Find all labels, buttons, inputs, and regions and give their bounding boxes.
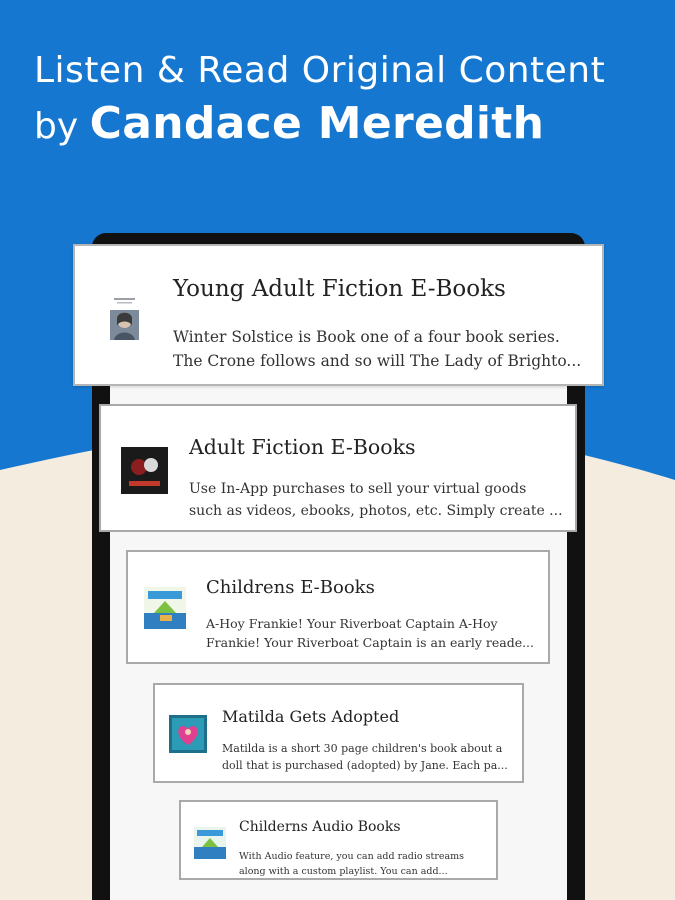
card-description-line-1: Matilda is a short 30 page children's book about a bbox=[222, 742, 503, 755]
list-item-childrens-audio-books[interactable] bbox=[179, 800, 498, 880]
card-description-line-2: along with a custom playlist. You can add... bbox=[239, 866, 448, 877]
card-description bbox=[239, 849, 464, 879]
childrens-book-cover-image bbox=[144, 587, 186, 629]
card-title: Young Adult Fiction E-Books bbox=[173, 276, 506, 302]
list-item-adult-fiction[interactable] bbox=[99, 404, 577, 532]
audio-book-cover-image bbox=[194, 827, 226, 859]
headline-by: by bbox=[34, 106, 79, 147]
headline-line-2 bbox=[34, 94, 654, 157]
card-description bbox=[173, 325, 581, 373]
list-item-childrens-ebooks[interactable] bbox=[126, 550, 550, 664]
card-description-line-1: Winter Solstice is Book one of a four book series. bbox=[173, 328, 560, 346]
card-description-line-1: With Audio feature, you can add radio streams bbox=[239, 851, 465, 862]
card-description bbox=[206, 614, 534, 652]
dark-book-cover-image bbox=[121, 447, 168, 494]
card-description-line-2: doll that is purchased (adopted) by Jane. Each pa... bbox=[222, 759, 508, 772]
card-title: Childrens E-Books bbox=[206, 577, 375, 598]
card-description-line-1: Use In-App purchases to sell your virtual goods bbox=[189, 481, 527, 497]
promo-headline bbox=[34, 48, 654, 157]
list-item-matilda-gets-adopted[interactable] bbox=[153, 683, 524, 783]
author-name: Candace Meredith bbox=[89, 98, 545, 149]
card-title: Childerns Audio Books bbox=[239, 819, 401, 835]
headline-line-1: Listen & Read Original Content bbox=[34, 50, 606, 91]
book-cover-portrait-image bbox=[108, 294, 141, 342]
card-description-line-1: A-Hoy Frankie! Your Riverboat Captain A-Hoy bbox=[206, 616, 498, 631]
list-item-young-adult-fiction[interactable] bbox=[73, 244, 604, 386]
heart-doll-cover-image bbox=[169, 715, 207, 753]
card-title: Adult Fiction E-Books bbox=[189, 435, 416, 459]
card-description-line-2: Frankie! Your Riverboat Captain is an early reade... bbox=[206, 635, 535, 650]
card-description-line-2: The Crone follows and so will The Lady of Brighto... bbox=[173, 352, 582, 370]
card-description bbox=[222, 740, 508, 774]
card-description-line-2: such as videos, ebooks, photos, etc. Simply create ... bbox=[189, 503, 563, 519]
card-title: Matilda Gets Adopted bbox=[222, 707, 400, 726]
card-description bbox=[189, 478, 563, 522]
